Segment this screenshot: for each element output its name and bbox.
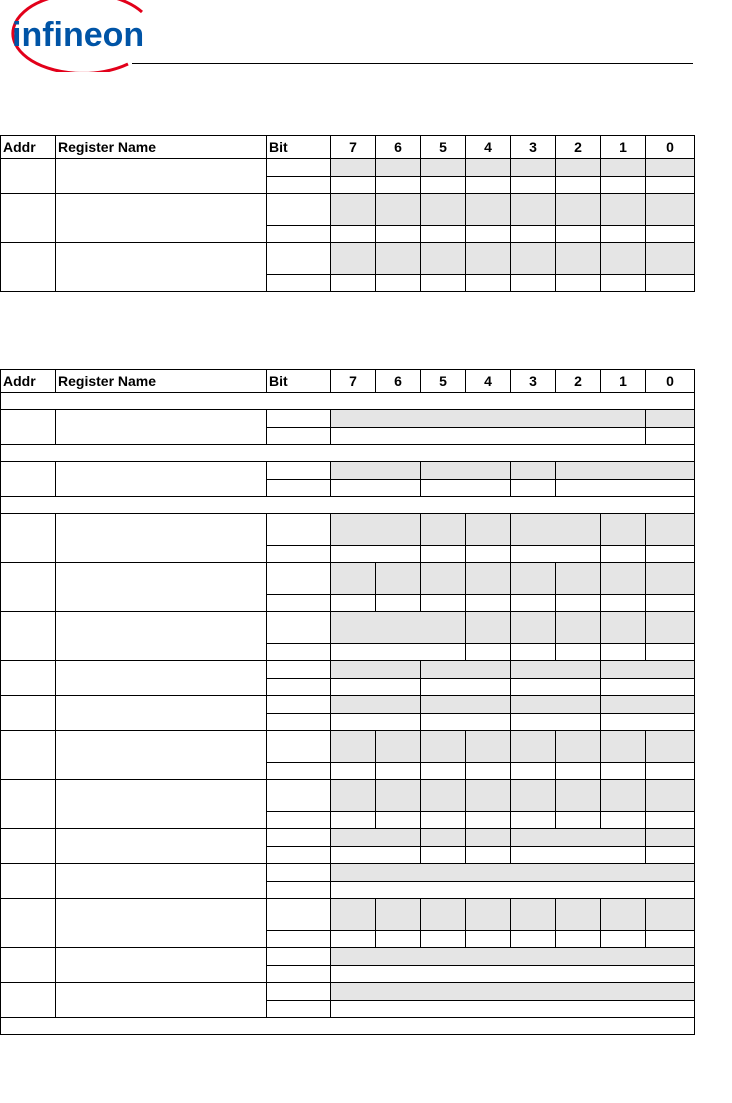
table-row — [1, 948, 695, 966]
header-bit-0: 0 — [646, 136, 695, 159]
section-row — [1, 1018, 695, 1035]
header-bit-7: 7 — [331, 136, 376, 159]
header-rule — [132, 63, 693, 64]
header-bit-2: 2 — [556, 136, 601, 159]
table-header-row — [1, 136, 695, 159]
header-addr: Addr — [1, 136, 56, 159]
table-row — [1, 864, 695, 882]
header-bit-5: 5 — [421, 136, 466, 159]
header-bit-2: 2 — [556, 370, 601, 393]
header-addr: Addr — [1, 370, 56, 393]
header-bit-1: 1 — [601, 136, 646, 159]
section-row — [1, 445, 695, 462]
table-row — [1, 780, 695, 812]
table-row — [1, 410, 695, 428]
table-row — [1, 731, 695, 763]
header-bit-4: 4 — [466, 136, 511, 159]
header-bit: Bit — [267, 136, 331, 159]
header-bit-3: 3 — [511, 136, 556, 159]
section-row — [1, 393, 695, 410]
header-bit-4: 4 — [466, 370, 511, 393]
header-bit-6: 6 — [376, 370, 421, 393]
header-register-name: Register Name — [56, 136, 267, 159]
table-row — [1, 696, 695, 714]
table-row — [1, 194, 695, 226]
table-row — [1, 563, 695, 595]
table-row — [1, 159, 695, 177]
table-row — [1, 462, 695, 480]
header-bit-7: 7 — [331, 370, 376, 393]
register-table-1 — [0, 135, 695, 292]
header-bit-3: 3 — [511, 370, 556, 393]
table-row — [1, 829, 695, 847]
header-bit-5: 5 — [421, 370, 466, 393]
table-row — [1, 661, 695, 679]
table-row — [1, 983, 695, 1001]
section-row — [1, 497, 695, 514]
header-register-name: Register Name — [56, 370, 267, 393]
infineon-logo — [0, 0, 150, 72]
register-table-2 — [0, 369, 695, 1035]
header-bit-0: 0 — [646, 370, 695, 393]
table-row — [1, 612, 695, 644]
header-bit: Bit — [267, 370, 331, 393]
table-row — [1, 243, 695, 275]
table-row — [1, 514, 695, 546]
logo-text: infineon — [12, 16, 145, 54]
table-header-row — [1, 370, 695, 393]
header-bit-6: 6 — [376, 136, 421, 159]
table-row — [1, 899, 695, 931]
header-bit-1: 1 — [601, 370, 646, 393]
